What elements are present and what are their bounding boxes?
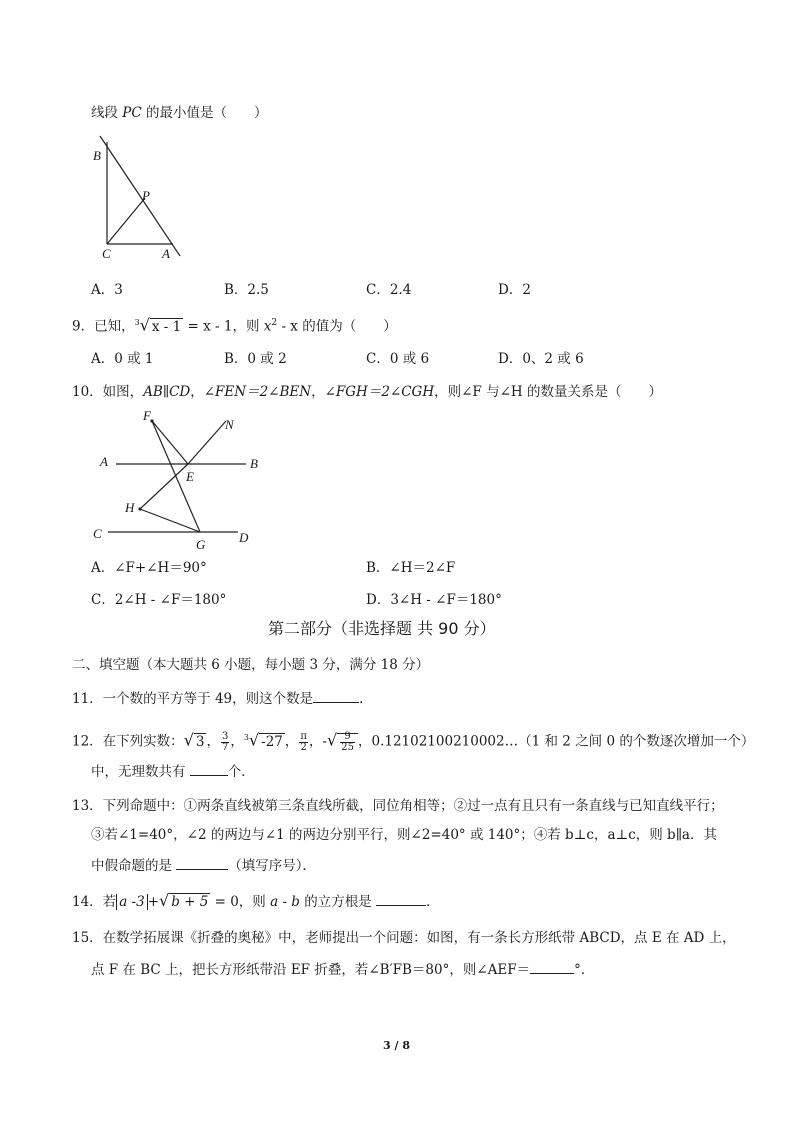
q10-option-b: B．∠H＝2∠F — [366, 560, 456, 576]
q11: 11．一个数的平方等于 49，则这个数是 ． — [72, 691, 373, 707]
q15-answer-blank[interactable] — [530, 960, 574, 974]
q8-option-b: B．2.5 — [224, 282, 269, 298]
q8-continuation: 线段 PC 的最小值是（ ） — [91, 105, 268, 121]
q9-option-c: C．0 或 6 — [366, 351, 430, 367]
q14-answer-blank[interactable] — [376, 892, 426, 906]
q12-line1: 12．在下列实数：√ 3 ， $\frac{3}{7}$ ，$^3$√ -27 ， $\frac{\pi}{2}$ ，-√ $\frac{9}{25}$ ，0.12102100210002…（1 和 2 之间 0 的个数逐次增加一个） — [72, 730, 755, 753]
q10-option-a: A．∠F+∠H＝90° — [91, 560, 207, 576]
label-a: A — [162, 246, 170, 261]
q11-answer-blank[interactable] — [313, 689, 359, 703]
q12-answer-blank[interactable] — [190, 762, 228, 776]
q10-option-d: D．3∠H - ∠F＝180° — [366, 592, 502, 608]
q13-line1: 13．下列命题中：①两条直线被第三条直线所截，同位角相等；②过一点有且只有一条直线与已知直线平行； — [72, 798, 724, 814]
q10-stem: 10．如图，AB∥CD，∠FEN＝2∠BEN，∠FGH＝2∠CGH，则∠F 与∠H 的数量关系是（ ） — [72, 384, 662, 400]
segment-cp — [107, 198, 145, 244]
q10-option-c: C．2∠H - ∠F＝180° — [91, 592, 227, 608]
label-e: E — [186, 469, 194, 484]
q9-stem: 9．已知，$^3$√ x - 1 = x - 1，则 $x^2$ - x 的值为（ ） — [72, 315, 397, 335]
q12-line2: 中，无理数共有 个． — [91, 764, 255, 780]
q8-option-c: C．2.4 — [366, 282, 412, 298]
label-h: H — [125, 500, 135, 515]
ray-en — [188, 421, 226, 464]
label-n: N — [225, 417, 234, 432]
label-b: B — [93, 148, 101, 163]
q13-line3: 中假命题的是 （填写序号）． — [91, 858, 317, 874]
q13-answer-blank[interactable] — [176, 856, 228, 870]
q9-option-d: D．0、2 或 6 — [498, 351, 584, 367]
label-d: D — [239, 530, 249, 545]
part2-title: 第二部分（非选择题 共 90 分） — [268, 619, 496, 638]
q8-option-a: A．3 — [91, 282, 123, 298]
label-g: G — [196, 537, 206, 552]
label-b: B — [250, 456, 258, 471]
section2-header: 二、填空题（本大题共 6 小题，每小题 3 分，满分 18 分） — [72, 657, 430, 673]
q9-option-b: B．0 或 2 — [224, 351, 287, 367]
q8-figure — [88, 132, 188, 262]
q15-line2: 点 F 在 BC 上，把长方形纸带沿 EF 折叠，若∠B′FB＝80°，则∠AEF＝ °． — [91, 962, 595, 978]
page-number: 3 / 8 — [383, 1039, 410, 1052]
label-a: A — [100, 454, 108, 469]
segment-fe — [152, 421, 188, 464]
q9-option-a: A．0 或 1 — [91, 351, 154, 367]
label-p: P — [142, 188, 150, 203]
label-c: C — [102, 246, 111, 261]
q10-figure — [88, 405, 268, 555]
label-f: F — [143, 408, 151, 423]
q14: 14．若 a -3 +√ b + 5 = 0，则 a - b 的立方根是 ． — [72, 891, 440, 910]
label-c: C — [93, 526, 102, 541]
q13-line2: ③若∠1=40°，∠2 的两边与∠1 的两边分别平行，则∠2=40° 或 140°；④若 b⊥c，a⊥c，则 b∥a．其 — [91, 827, 717, 843]
q15-line1: 15．在数学拓展课《折叠的奥秘》中，老师提出一个问题：如图，有一条长方形纸带 ABCD，点 E 在 AD 上， — [72, 930, 736, 946]
q8-option-d: D．2 — [498, 282, 531, 298]
